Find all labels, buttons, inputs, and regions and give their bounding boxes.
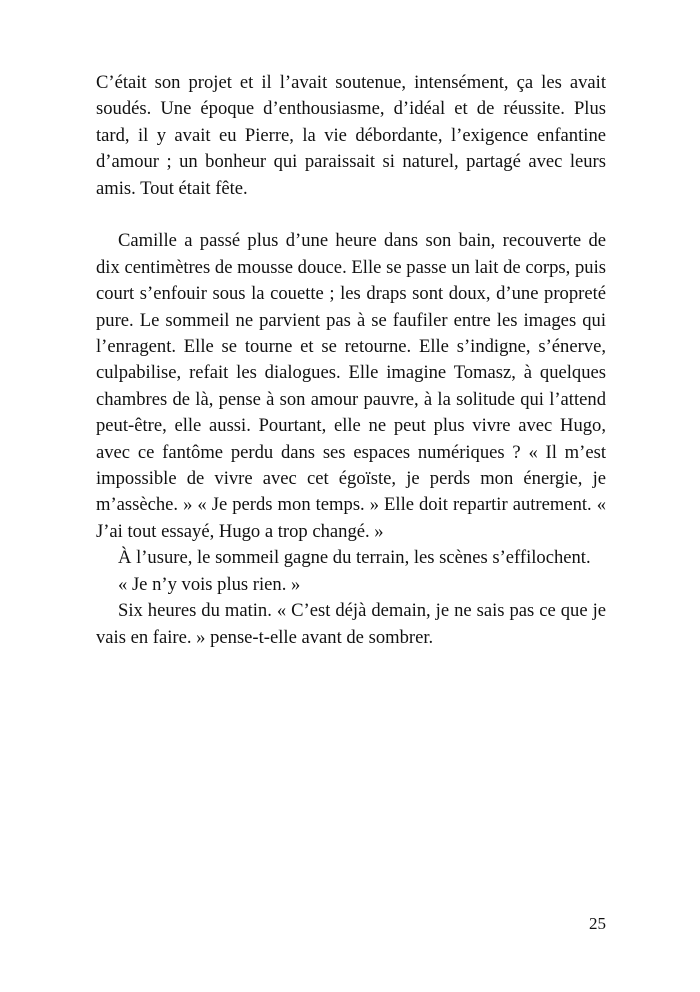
paragraph-camille-bath: Camille a passé plus d’une heure dans son bain, recouverte de dix centimètres de mousse douce. Elle se passe un lait de corps, puis court s’enfouir sous la couette ; les draps sont doux, d’une propreté pure. Le sommeil ne parvient pas à se faufiler entre les images qui l’enragent. Elle se tourne et se retourne. Elle s’indigne, s’énerve, culpabilise, refait les dialogues. Elle imagine Tomasz, à quelques chambres de là, pense à son amour pauvre, à la solitude qui l’attend peut-être, elle aussi. Pourtant, elle ne peut plus vivre avec Hugo, avec ce fantôme perdu dans ses espaces numériques ? « Il m’est impossible de vivre avec cet égoïste, je perds mon énergie, je m’assèche. » « Je perds mon temps. » Elle doit repartir autrement. « J’ai tout essayé, Hugo a trop changé. » <box>96 230 606 542</box>
page-number: 25 <box>589 914 606 933</box>
paragraph-sleep-gains: À l’usure, le sommeil gagne du terrain, les scènes s’effilochent. <box>118 547 591 569</box>
paragraph-project-memory: C’était son projet et il l’avait soutenue, intensément, ça les avait soudés. Une époque d’enthousiasme, d’idéal et de réussite. Plus tard, il y avait eu Pierre, la vie débordante, l’exigence enfantine d’amour ; un bonheur qui paraissait si naturel, partagé avec leurs amis. Tout était fête. <box>96 72 606 199</box>
paragraph-six-am: Six heures du matin. « C’est déjà demain, je ne sais pas ce que je vais en faire. » pense-t-elle avant de sombrer. <box>96 600 606 648</box>
paragraph-quote-cannot-see: « Je n’y vois plus rien. » <box>118 573 301 595</box>
body-text <box>96 70 606 651</box>
